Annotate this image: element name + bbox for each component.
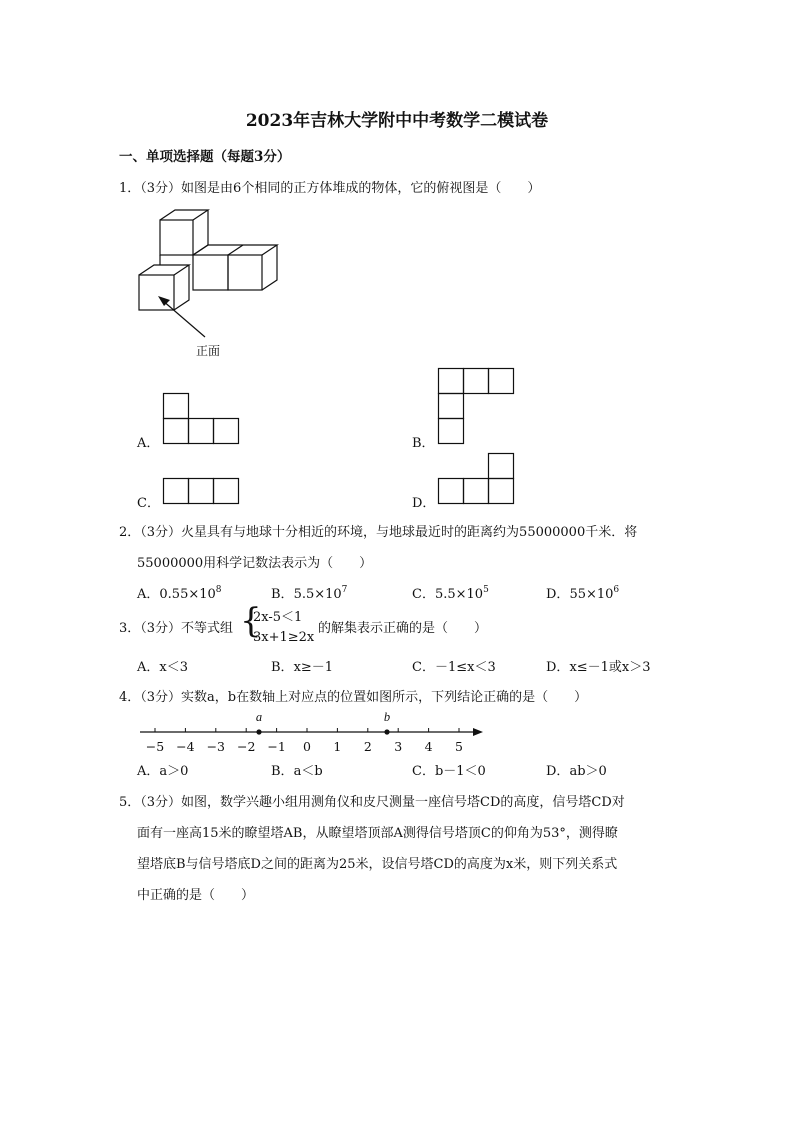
q2-option-d-exp: 6 <box>613 585 620 595</box>
q5-stem-line4: 中正确的是（ ） <box>137 888 255 903</box>
q2-option-d[interactable] <box>546 583 619 602</box>
q2-option-d-base: 55×10 <box>569 587 614 602</box>
q3-brace: { <box>240 601 262 641</box>
q2-option-d-label: D． <box>546 587 570 602</box>
front-label: 正面 <box>196 344 221 358</box>
q1-option-d-figure[interactable] <box>438 453 518 505</box>
q4-option-a-text: a＞0 <box>159 764 189 779</box>
q3-option-c-text: －1≤x＜3 <box>434 660 496 675</box>
number-line-tick-label: 5 <box>455 739 463 754</box>
q3-option-a[interactable] <box>137 656 188 675</box>
point-a-label: a <box>255 710 263 724</box>
number-line-arrow <box>473 728 483 736</box>
q2-option-a-base: 0.55×10 <box>159 587 216 602</box>
q4-option-c-text: b－1＜0 <box>434 764 486 779</box>
q4-option-b[interactable] <box>271 760 323 779</box>
q5-stem-line3: 望塔底B与信号塔底D之间的距离为25米，设信号塔CD的高度为x米，则下列关系式 <box>137 857 618 872</box>
q2-option-b-base: 5.5×10 <box>293 587 342 602</box>
q4-option-d-label: D． <box>546 764 570 779</box>
q1-option-c-figure[interactable] <box>163 478 243 506</box>
number-line-tick-label: 2 <box>363 739 372 754</box>
q2-option-a-exp: 8 <box>215 585 222 595</box>
section-heading: 一、单项选择题（每题3分） <box>119 149 291 165</box>
q1-cube-figure <box>130 205 290 365</box>
q1-option-a-label[interactable]: A． <box>137 436 160 451</box>
q3-option-d[interactable] <box>546 656 651 675</box>
q5-stem-line1: 5．（3分）如图，数学兴趣小组用测角仪和皮尺测量一座信号塔CD的高度，信号塔CD对 <box>119 795 625 810</box>
q4-option-c[interactable] <box>412 760 486 779</box>
q5-stem-line2: 面有一座高15米的瞭望塔AB，从瞭望塔顶部A测得信号塔顶C的仰角为53°，测得瞭 <box>137 826 618 841</box>
q3-stem-suffix: 的解集表示正确的是（ ） <box>318 621 488 636</box>
point-a-dot <box>256 729 261 734</box>
number-line-tick-label: −2 <box>236 739 256 754</box>
q1-stem: 1．（3分）如图是由6个相同的正方体堆成的物体，它的俯视图是（ ） <box>119 181 541 196</box>
q1-option-c-label[interactable]: C． <box>137 496 160 511</box>
number-line-tick-label: 3 <box>394 739 403 754</box>
q2-stem-line1: 2．（3分）火星具有与地球十分相近的环境，与地球最近时的距离约为55000000千米．将 <box>119 525 638 540</box>
q4-option-c-label: C． <box>412 764 435 779</box>
q4-option-b-text: a＜b <box>293 764 323 779</box>
q3-option-d-label: D． <box>546 660 570 675</box>
q1-option-b-label[interactable]: B． <box>412 436 435 451</box>
q4-stem: 4．（3分）实数a，b在数轴上对应点的位置如图所示，下列结论正确的是（ ） <box>119 690 588 705</box>
q3-inequality-1: 2x-5＜1 <box>253 610 303 625</box>
q4-option-b-label: B． <box>271 764 294 779</box>
q3-option-a-text: x＜3 <box>159 660 188 675</box>
q3-option-c[interactable] <box>412 656 496 675</box>
q3-option-b-label: B． <box>271 660 294 675</box>
q2-option-c-exp: 5 <box>483 585 489 595</box>
q3-option-c-label: C． <box>412 660 435 675</box>
q2-option-c-label: C． <box>412 587 435 602</box>
number-line-tick-label: −3 <box>206 739 226 754</box>
q3-inequality-2: 3x+1≥2x <box>253 630 315 645</box>
point-b-dot <box>384 729 389 734</box>
number-line-tick-label: 1 <box>333 739 342 754</box>
q4-option-d-text: ab＞0 <box>569 764 607 779</box>
number-line-tick-label: 0 <box>303 739 311 754</box>
number-line-tick-label: −5 <box>145 739 165 754</box>
q2-stem-line2: 55000000用科学记数法表示为（ ） <box>137 556 373 571</box>
q2-option-a[interactable] <box>137 583 222 602</box>
number-line-tick-label: −1 <box>267 739 286 754</box>
q1-option-d-label[interactable]: D． <box>412 496 436 511</box>
q1-option-a-figure[interactable] <box>163 393 243 445</box>
q2-option-a-label: A． <box>137 587 160 602</box>
q3-option-a-label: A． <box>137 660 160 675</box>
q2-option-c[interactable] <box>412 583 489 602</box>
q3-stem-prefix: 3．（3分）不等式组 <box>119 621 234 636</box>
number-line-tick-label: 4 <box>424 739 433 754</box>
q3-option-d-text: x≤－1或x＞3 <box>569 660 651 675</box>
page-title: 2023年吉林大学附中中考数学二模试卷 <box>245 111 549 131</box>
q4-option-d[interactable] <box>546 760 607 779</box>
q2-option-b-exp: 7 <box>341 585 348 595</box>
q2-option-b-label: B． <box>271 587 294 602</box>
point-b-label: b <box>383 710 391 724</box>
q4-option-a[interactable] <box>137 760 188 779</box>
number-line-tick-label: −4 <box>176 739 195 754</box>
q2-option-c-base: 5.5×10 <box>434 587 484 602</box>
q1-option-b-figure[interactable] <box>438 368 518 446</box>
q4-number-line <box>135 705 495 757</box>
q2-option-b[interactable] <box>271 583 347 602</box>
q3-option-b-text: x≥－1 <box>293 660 334 675</box>
q4-option-a-label: A． <box>137 764 160 779</box>
q3-option-b[interactable] <box>271 656 333 675</box>
